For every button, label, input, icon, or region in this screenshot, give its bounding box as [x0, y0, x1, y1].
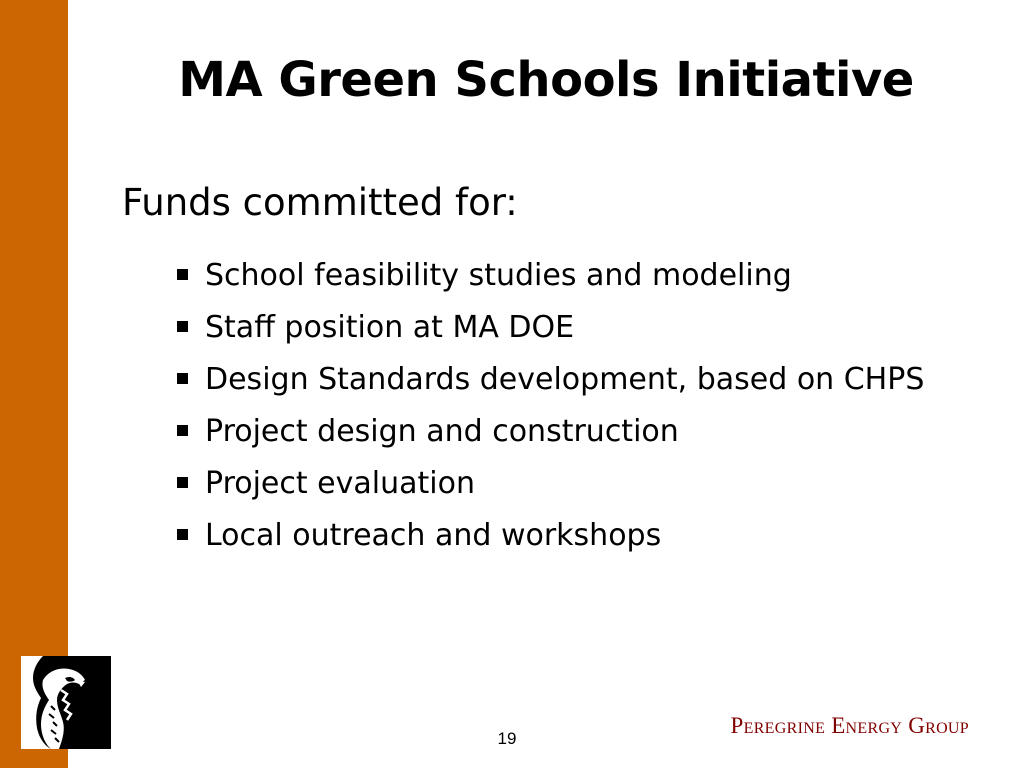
bullet-item: Local outreach and workshops [176, 514, 956, 558]
bullet-item: Staff position at MA DOE [176, 306, 956, 350]
bullet-item: Design Standards development, based on CHPS [176, 358, 956, 402]
peregrine-falcon-icon [21, 656, 111, 749]
slide-title: MA Green Schools Initiative [178, 52, 914, 108]
bullet-item: Project evaluation [176, 462, 956, 506]
bullet-item: Project design and construction [176, 410, 956, 454]
lead-text: Funds committed for: [122, 181, 518, 224]
company-name: Peregrine Energy Group [730, 713, 969, 738]
bullet-list [176, 254, 956, 566]
page-number: 19 [497, 729, 517, 748]
left-accent-bar [0, 0, 68, 768]
bullet-item: School feasibility studies and modeling [176, 254, 956, 298]
